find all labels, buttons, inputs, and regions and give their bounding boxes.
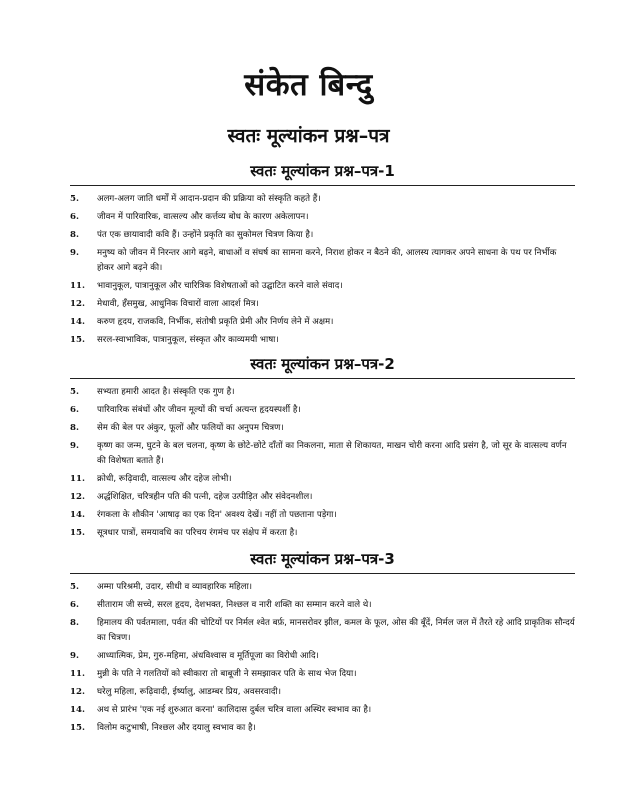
list-item	[70, 721, 575, 736]
list-item	[70, 616, 575, 646]
list-item	[70, 385, 575, 400]
item-number: 11.	[70, 474, 85, 484]
section-paper-3	[70, 549, 575, 736]
list-item	[70, 246, 575, 276]
item-text: हिमालय की पर्वतमाला, पर्वत की चोटियों पर निर्मल श्वेत बर्फ़, मानसरोवर झील, कमल के फूल, ओस की बूँदें, निर्मल जल में तैरते रहे आदि प्राकृतिक सौन्दर्य का चित्रण।	[97, 618, 575, 643]
item-number: 5.	[70, 194, 79, 204]
item-number: 11.	[70, 669, 85, 679]
item-number: 14.	[70, 705, 85, 715]
list-item	[70, 508, 575, 523]
section-paper-2	[70, 354, 575, 541]
item-number: 8.	[70, 618, 79, 628]
list-item	[70, 685, 575, 700]
list-item	[70, 703, 575, 718]
item-number: 8.	[70, 230, 79, 240]
item-number: 6.	[70, 600, 79, 610]
item-text: मेधावी, हँसमुख, आधुनिक विचारों वाला आदर्श मित्र।	[97, 299, 259, 309]
list-item	[70, 439, 575, 469]
item-text: आध्यात्मिक, प्रेम, गुरु-महिमा, अंधविश्वास व मूर्तिपूजा का विरोधी आदि।	[97, 651, 319, 661]
list-item	[70, 210, 575, 225]
item-text: सरल-स्वाभाविक, पात्रानुकूल, संस्कृत और काव्यमयी भाषा।	[97, 335, 279, 345]
section-title: स्वतः मूल्यांकन प्रश्न–पत्र-1	[70, 161, 575, 186]
item-text: भावानुकूल, पात्रानुकूल और चारित्रिक विशेषताओं को उद्घाटित करने वाले संवाद।	[97, 281, 343, 291]
item-number: 15.	[70, 528, 85, 538]
answer-list	[70, 580, 575, 736]
item-text: क्रोधी, रूढ़िवादी, वात्सल्य और दहेज लोभी।	[97, 474, 232, 484]
item-text: सीताराम जी सच्चे, सरल हृदय, देशभक्त, निश्छल व नारी शक्ति का सम्मान करने वाले थे।	[97, 600, 372, 610]
answer-list	[70, 192, 575, 348]
item-number: 12.	[70, 687, 85, 697]
list-item	[70, 228, 575, 243]
list-item	[70, 667, 575, 682]
item-text: सेम की बेल पर अंकुर, फूलों और फलियों का अनुपम चित्रण।	[97, 423, 284, 433]
item-text: कृष्ण का जन्म, घुटने के बल चलना, कृष्ण के छोटे-छोटे दाँतों का निकलना, माता से शिकायत, माखन चोरी करना आदि प्रसंग है, जो सूर के वात्सल्य वर्णन की विशेषता बताते हैं।	[97, 441, 567, 466]
item-number: 6.	[70, 212, 79, 222]
list-item	[70, 580, 575, 595]
item-text: अम्मा परिश्रमी, उदार, सीधी व व्यावहारिक महिला।	[97, 582, 253, 592]
list-item	[70, 192, 575, 207]
item-text: मुन्नी के पति ने गलतियों को स्वीकारा तो बाबूजी ने समझाकर पति के साथ भेज दिया।	[97, 669, 357, 679]
section-title: स्वतः मूल्यांकन प्रश्न–पत्र-2	[70, 354, 575, 379]
item-text: अर्द्धशिक्षित, चरित्रहीन पति की पत्नी, दहेज उत्पीड़ित और संवेदनशील।	[97, 492, 313, 502]
list-item	[70, 472, 575, 487]
item-number: 6.	[70, 405, 79, 415]
item-number: 9.	[70, 651, 79, 661]
item-text: घरेलु महिला, रूढ़िवादी, ईर्ष्यालु, आडम्बर प्रिय, अवसरवादी।	[97, 687, 281, 697]
item-number: 5.	[70, 387, 79, 397]
item-number: 14.	[70, 510, 85, 520]
item-number: 5.	[70, 582, 79, 592]
item-number: 9.	[70, 248, 79, 258]
list-item	[70, 297, 575, 312]
item-number: 8.	[70, 423, 79, 433]
list-item	[70, 333, 575, 348]
item-text: रंगकला के शौकीन 'आषाढ़ का एक दिन' अवश्य देखें। नहीं तो पछताना पड़ेगा।	[97, 510, 337, 520]
page-subtitle: स्वतः मूल्यांकन प्रश्न–पत्र	[227, 125, 390, 147]
item-number: 15.	[70, 335, 85, 345]
item-text: विलोम कटुभाषी, निश्छल और दयालु स्वभाव का है।	[97, 723, 256, 733]
item-text: मनुष्य को जीवन में निरन्तर आगे बढ़ने, बाधाओं व संघर्ष का सामना करने, निराश होकर न बैठने की, आलस्य त्यागकर अपने साधना के पथ पर निर्भीक होकर आगे बढ़ने की।	[97, 248, 557, 273]
page-title: संकेत बिन्दु	[244, 67, 373, 103]
item-number: 14.	[70, 317, 85, 327]
item-text: करुण हृदय, राजकवि, निर्भीक, संतोषी प्रकृति प्रेमी और निर्णय लेने में अक्षम।	[97, 317, 334, 327]
list-item	[70, 490, 575, 505]
list-item	[70, 279, 575, 294]
item-text: पंत एक छायावादी कवि हैं। उन्होंने प्रकृति का सुकोमल चित्रण किया है।	[97, 230, 314, 240]
list-item	[70, 315, 575, 330]
section-paper-1	[70, 161, 575, 348]
item-text: अथ से प्रारंभ 'एक नई शुरुआत करना' कालिदास दुर्बल चरित्र वाला अस्थिर स्वभाव का है।	[97, 705, 372, 715]
list-item	[70, 421, 575, 436]
item-text: अलग-अलग जाति धर्मों में आदान-प्रदान की प्रक्रिया को संस्कृति कहते हैं।	[97, 194, 321, 204]
item-number: 9.	[70, 441, 79, 451]
item-number: 11.	[70, 281, 85, 291]
list-item	[70, 649, 575, 664]
item-text: सभ्यता हमारी आदत है। संस्कृति एक गुण है।	[97, 387, 235, 397]
item-text: सूत्रधार पात्रों, समयावधि का परिचय रंगमंच पर संक्षेप में करता है।	[97, 528, 298, 538]
list-item	[70, 403, 575, 418]
item-number: 12.	[70, 492, 85, 502]
list-item	[70, 526, 575, 541]
item-number: 15.	[70, 723, 85, 733]
item-text: पारिवारिक संबंधों और जीवन मूल्यों की चर्चा अत्यन्त हृदयस्पर्शी है।	[97, 405, 301, 415]
list-item	[70, 598, 575, 613]
item-number: 12.	[70, 299, 85, 309]
section-title: स्वतः मूल्यांकन प्रश्न–पत्र-3	[70, 549, 575, 574]
answer-list	[70, 385, 575, 541]
item-text: जीवन में पारिवारिक, वात्सल्य और कर्त्तव्य बोध के कारण अकेलापन।	[97, 212, 309, 222]
